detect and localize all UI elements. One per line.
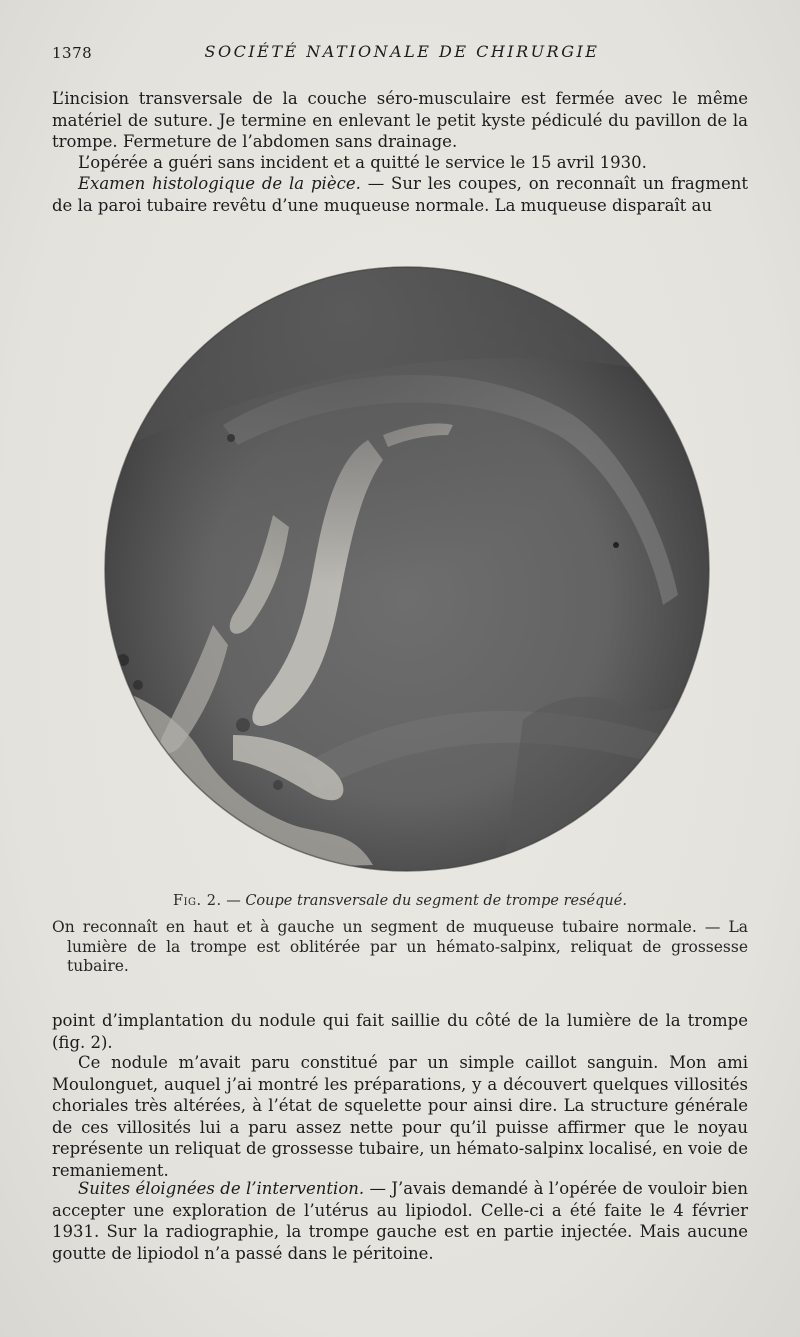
figure-label: Fig. 2.: [173, 893, 222, 909]
follow-up-body: — J’avais demandé à l’opérée de vouloir bien accepter une exploration de l’utérus au lipiodol. Celle-ci a été faite le 4 février 1931. Sur la radiographie, la trompe gauche est en partie injectée. Mais aucune goutte de lipiodol n’a passé dans le péritoine.: [52, 1179, 748, 1263]
running-head: SOCIÉTÉ NATIONALE DE CHIRURGIE: [204, 42, 600, 61]
page-header: [52, 40, 752, 66]
paragraph-nodule: Ce nodule m’avait paru constitué par un simple caillot sanguin. Mon ami Moulonguet, auquel j’ai montré les préparations, y a découvert quelques villosités choriales très altérées, à l’état de squelette pour ainsi dire. La structure générale de ces villosités lui a paru assez nette pour qu’il puisse affirmer que le noyau représente un reliquat de grossesse tubaire, un hémato-salpinx localisé, en voie de remaniement.: [52, 1053, 748, 1180]
micrograph-image: [103, 265, 711, 873]
histology-body: — Sur les coupes, on reconnaît un fragment de la paroi tubaire revêtu d’une muqueuse normale. La muqueuse disparaît au: [52, 174, 748, 215]
paragraph-implantation: point d’implantation du nodule qui fait saillie du côté de la lumière de la trompe (fig. 2).: [52, 1011, 748, 1052]
follow-up-lead-in: Suites éloignées de l’intervention.: [78, 1179, 365, 1198]
figure-legend: [52, 918, 748, 977]
paragraph-histology: [52, 173, 748, 216]
paragraph-recovery: L’opérée a guéri sans incident et a quitté le service le 15 avril 1930.: [78, 153, 647, 172]
figure-legend-text: On reconnaît en haut et à gauche un segment de muqueuse tubaire normale. — La lumière de la trompe est oblitérée par un hémato-salpinx, reliquat de grossesse tubaire.: [52, 918, 748, 975]
figure-caption: [52, 893, 748, 909]
paragraph-incision: L’incision transversale de la couche séro-musculaire est fermée avec le même matériel de suture. Je termine en enlevant le petit kyste pédiculé du pavillon de la trompe. Fermeture de l’abdomen sans drainage.: [52, 89, 748, 151]
paragraph-follow-up: [52, 1178, 748, 1264]
page-number: 1378: [52, 44, 93, 62]
histology-lead-in: Examen histologique de la pièce.: [78, 174, 361, 193]
figure-title: — Coupe transversale du segment de trompe reséqué.: [221, 893, 627, 909]
